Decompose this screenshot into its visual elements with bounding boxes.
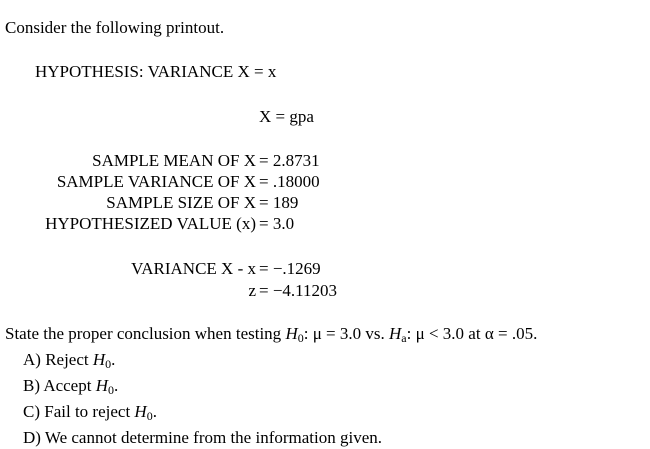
option-letter: C)	[23, 402, 40, 421]
option-b	[23, 376, 119, 397]
option-text: Reject	[45, 350, 93, 369]
variable-line: X = gpa	[259, 107, 314, 126]
stat-label-sample-variance: SAMPLE VARIANCE OF X	[56, 172, 256, 191]
option-subscript: 0	[107, 383, 114, 397]
alt-hypothesis-subscript: a	[401, 331, 407, 345]
option-symbol: H	[92, 350, 106, 369]
option-letter: A)	[23, 350, 41, 369]
alt-hypothesis-condition: : μ < 3.0 at α = .05.	[406, 324, 538, 343]
option-subscript: 0	[146, 409, 153, 423]
option-d	[23, 429, 382, 446]
alt-hypothesis-symbol: H	[389, 324, 402, 343]
option-suffix: .	[152, 402, 157, 421]
option-suffix: .	[113, 376, 119, 395]
hypothesis-line: HYPOTHESIS: VARIANCE X = x	[35, 62, 277, 81]
result-label-z: z	[248, 281, 256, 300]
option-letter: B)	[23, 376, 40, 395]
stat-value-sample-variance: = .18000	[259, 172, 320, 191]
option-c	[23, 402, 157, 423]
result-value-variance-diff: = −.1269	[259, 259, 321, 278]
null-hypothesis-condition: : μ = 3.0 vs.	[303, 324, 390, 343]
stat-label-sample-size: SAMPLE SIZE OF X	[106, 193, 256, 212]
option-a	[23, 350, 116, 371]
option-symbol: H	[134, 402, 147, 421]
stat-label-hypothesized-value: HYPOTHESIZED VALUE (x)	[45, 214, 256, 233]
stat-value-sample-size: = 189	[259, 193, 299, 212]
null-hypothesis-subscript: 0	[297, 331, 304, 345]
question-prefix: State the proper conclusion when testing	[5, 324, 286, 343]
option-suffix: .	[111, 350, 116, 369]
null-hypothesis-symbol: H	[285, 324, 298, 343]
option-symbol: H	[95, 376, 108, 395]
stat-label-sample-mean: SAMPLE MEAN OF X	[92, 151, 256, 170]
stat-value-hypothesized-value: = 3.0	[259, 214, 295, 233]
intro-text: Consider the following printout.	[5, 18, 225, 37]
stat-value-sample-mean: = 2.8731	[259, 151, 320, 170]
option-text: We cannot determine from the information given.	[44, 428, 383, 447]
result-value-z: = −4.11203	[259, 281, 338, 300]
option-subscript: 0	[105, 357, 112, 371]
result-label-variance-diff: VARIANCE X - x	[131, 259, 256, 278]
option-text: Fail to reject	[44, 402, 135, 421]
option-text: Accept	[43, 376, 96, 395]
question-text	[5, 324, 538, 345]
option-letter: D)	[23, 428, 41, 447]
